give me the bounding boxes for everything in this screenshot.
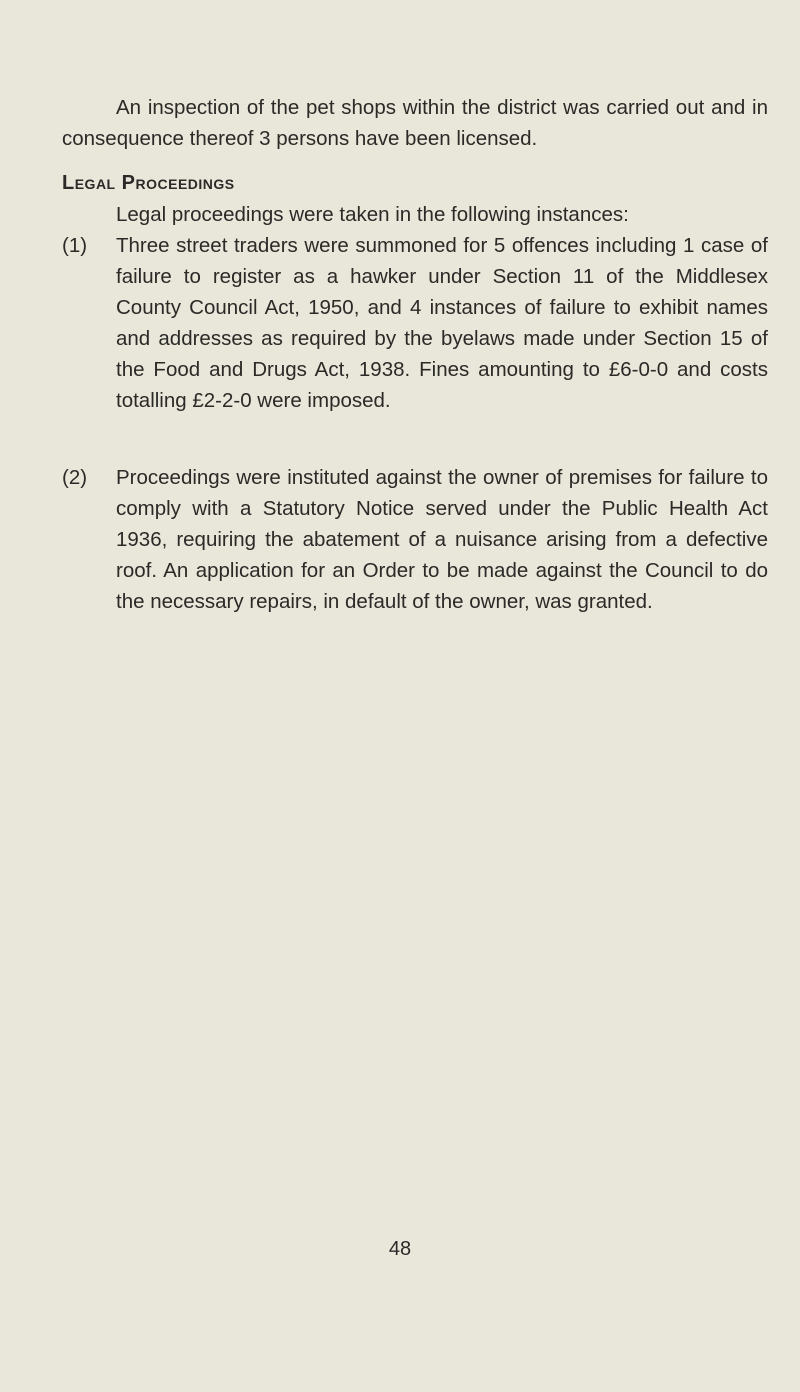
list-item-number: (1) [62, 234, 88, 257]
list-item-text: Three street traders were summoned for 5 offences including 1 case of failure to register as a hawker under Section 11 of the Middlesex County Council Act, 1950, and 4 instances of failure to exhibit names and addresses as required by the byelaws made under Section 15 of the Food and Drugs Act, 1938. Fines amounting to £6-0-0 and costs totalling £2-2-0 were imposed. [116, 234, 768, 412]
intro-paragraph: An inspection of the pet shops within the district was carried out and in consequence thereof 3 persons have been licensed. [62, 96, 768, 150]
section-heading: Legal Proceedings [62, 172, 235, 194]
page-number: 48 [388, 1238, 412, 1260]
section-intro: Legal proceedings were taken in the following instances: [116, 203, 629, 226]
list-item-number: (2) [62, 466, 88, 489]
list-item-text: Proceedings were instituted against the owner of premises for failure to comply with a Statutory Notice served under the Public Health Act 1936, requiring the abatement of a nuisance arising from a defective roof. An application for an Order to be made against the Council to do the necessary repairs, in default of the owner, was granted. [116, 466, 768, 613]
